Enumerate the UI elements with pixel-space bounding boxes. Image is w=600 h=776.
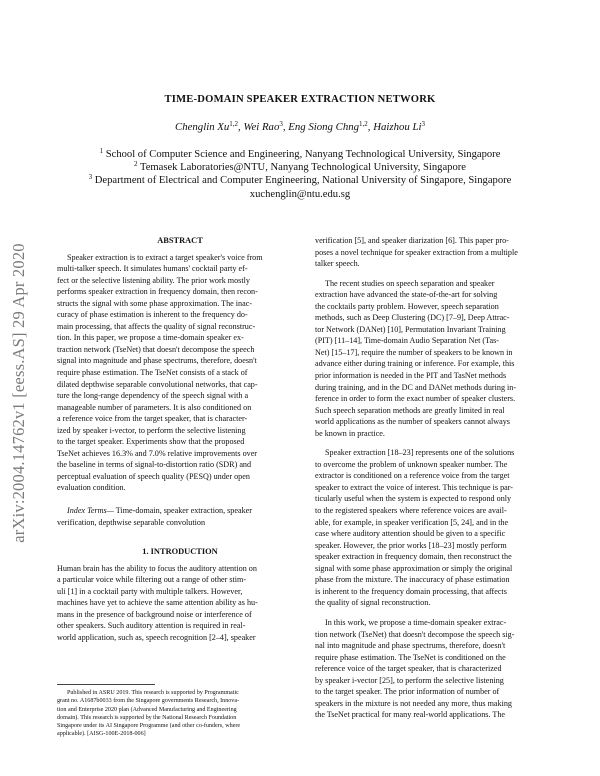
text-line: able, for example, in speaker verification [5, 24], and in the [315,517,509,527]
text-line: grant no. A1687b0033 from the Singapore governments Research, Innova- [57,698,240,705]
author-affiliation-mark: 1,2 [229,120,239,128]
author-name: Wei Rao [243,121,280,133]
affiliation-line [0,148,600,161]
footnote-divider [57,684,155,685]
abstract-body [57,252,303,494]
text-line: verification [5], and speaker diarization [6]. This paper pro- [315,236,509,245]
text-line: Human brain has the ability to focus the auditory attention on [57,563,257,573]
text-line: the baseline in terms of signal-to-distortion ratio (SDR) and [57,460,252,470]
author-name: Chenglin Xu [175,121,230,133]
affiliation-mark: 1 [99,147,104,155]
text-line: ticularly useful when the system is expected to respond only [315,494,512,504]
text-line: methods, such as Deep Clustering (DC) [7–9], Deep Attrac- [315,313,510,323]
text-line: to the registered speakers where reference voices are avail- [315,506,507,516]
text-line: multi-talker speech. It simulates humans' cocktail party ef- [57,264,248,274]
text-line: tion. In this paper, we propose a time-domain speaker ex- [57,333,244,343]
text-line: world application, such as, speech recognition [2–4], speaker [57,632,256,642]
index-terms-line: verification, depthwise separable convolution [57,517,206,527]
text-line: Published in ASRU 2019. This research is supported by Programmatic [67,690,239,696]
text-line: poses a novel technique for speaker extraction from a multiple [315,247,518,257]
text-line: other speakers. Such auditory attention is required in real- [57,621,246,631]
text-line: fect or the selective listening ability. The prior work mostly [57,275,250,285]
text-line: to the target speaker. The prior information of number of [315,687,500,697]
text-line: a particular voice while filtering out a range of other stim- [57,575,247,585]
spacer [57,528,303,546]
right-paragraph-3 [315,447,559,609]
text-line: ized by speaker i-vector, to perform the selective listening [57,425,246,435]
text-line: reference voice of the target speaker, that is characterized [315,664,502,674]
text-line: to overcome the problem of unknown speaker number. The [315,459,508,469]
footnote-body [57,689,303,739]
introduction-body [57,563,303,644]
text-line: Such speech separation methods are greatly limited in real [315,405,505,415]
affiliation-mark: 3 [88,173,93,182]
text-line: machines have yet to achieve the same attention ability as hu- [57,598,258,608]
introduction-heading: 1. INTRODUCTION [142,547,218,557]
text-line: by speaker i-vector [25], to perform the selective listening [315,675,504,685]
text-line: domain). This research is supported by the National Research Foundation [57,714,237,721]
text-line: structs the signal with some phase approximation. The inac- [57,298,253,308]
author-email: xuchenglin@ntu.edu.sg [249,188,351,200]
right-paragraph-2 [315,278,559,440]
affiliations [0,148,600,201]
text-line: performs speaker extraction in frequency domain, then recon- [57,287,258,297]
author-affiliation-mark: 3 [421,120,425,128]
right-paragraph-4 [315,617,559,721]
text-line: perceptual evaluation of speech quality (PESQ) under open [57,471,250,481]
text-line: advance either during training or inference. For example, this [315,359,515,369]
abstract-heading: ABSTRACT [157,236,203,245]
text-line: signal into magnitude and phase spectrums, therefore, doesn't [57,356,257,366]
text-line: Speaker extraction is to extract a target speaker's voice from [67,252,263,262]
text-line: evaluation condition. [57,483,126,493]
affiliation-text: School of Computer Science and Engineering, Nanyang Technological University, Singapore [105,149,501,160]
text-line: during training, and in the DC and DANet methods during in- [315,382,517,392]
footnote [57,684,303,739]
text-line: nal into magnitude and phase spectrums, therefore, doesn't [315,641,506,651]
text-line: the TseNet practical for many real-world applications. The [315,710,505,720]
text-line: a reference voice from the target speaker, that is character- [57,414,248,424]
text-line: phase from the mixture. The inaccuracy of phase estimation [315,575,510,585]
text-line: traction network (TseNet) that doesn't decompose the speech [57,344,255,354]
text-line: uli [1] in a cocktail party with multiple talkers. However, [57,586,243,596]
affiliation-text: Temasek Laboratories@NTU, Nanyang Technological University, Singapore [139,162,466,174]
text-line: extraction have advanced the state-of-the-art for solving [315,290,498,300]
affiliation-line [0,174,600,187]
text-line: speaker to extract the voice of interest. This technique is par- [315,482,513,492]
author-name: Haizhou Li [373,121,422,133]
text-line: In this work, we propose a time-domain speaker extrac- [325,617,507,627]
affiliation-mark: 2 [134,160,138,169]
text-line: tor Network (DANet) [10], Permutation Invariant Training [315,324,506,334]
text-line: ture the long-range dependency of the speech signal with a [57,391,249,401]
text-line: extractor is conditioned on a reference voice from the target [315,471,510,481]
text-line: mans in the presence of background noise or interference of [57,609,252,619]
author-affiliation-mark: 1,2 [359,120,368,128]
text-line: main processing, that affects the quality of signal reconstruc- [57,321,256,331]
text-line: tion and Enterprise 2020 plan (Advanced Manufacturing and Engineering [57,706,237,713]
arxiv-identifier-text: arXiv:2004.14762v1 [eess.AS] 29 Apr 2020 [9,242,28,543]
text-line: prior information is needed in the PIT and TasNet methods [315,371,507,381]
text-line: curacy of phase estimation is inherent to the frequency do- [57,310,248,320]
index-terms-label: Index Terms— [67,506,114,516]
text-line: world applications as the number of speakers cannot always [315,417,510,427]
author-affiliation-mark: 3 [279,120,283,128]
arxiv-identifier [6,205,32,580]
text-line: ference in order to form the exact number of speaker clusters. [315,394,516,404]
right-paragraph-1 [315,235,559,270]
text-line: TseNet achieves 16.3% and 7.0% relative improvements over [57,448,258,458]
left-column [57,235,303,644]
spacer [57,494,303,505]
text-line: be known in practice. [315,428,385,438]
author-list: Chenglin Xu$^{1,2}$, Wei Rao$^3$, Eng Siong Chng$^{1,2}$, Haizhou Li$^3$ [175,120,425,133]
text-line: Net) [15–17], require the number of speakers to be known in [315,347,513,357]
text-line: Speaker extraction [18–23] represents one of the solutions [325,448,515,458]
affiliation-text: Department of Electrical and Computer Engineering, National University of Singapore, Singapore [94,175,512,187]
text-line: is inherent to the frequency domain processing, that affects [315,586,507,596]
text-line: applicable). [AISG-100E-2018-006] [57,731,146,738]
text-line: require phase estimation. The TseNet consists of a stack of [57,368,248,378]
text-line: dilated depthwise separable convolutional networks, that cap- [57,379,258,389]
text-line: speakers in the mixture is not needed any more, thus making [315,698,512,708]
text-line: Singapore under its AI Singapore Programme (and other co-funders, where [57,723,241,730]
paper-title: TIME-DOMAIN SPEAKER EXTRACTION NETWORK [164,94,436,105]
text-line: signal with some phase approximation or simply the original [315,563,513,573]
text-line: the cocktails party problem. However, speech separation [315,301,499,311]
text-line: require phase estimation. The TseNet is conditioned on the [315,652,506,662]
text-line: manageable number of parameters. It is also conditioned on [57,402,252,412]
right-column [315,235,559,721]
text-line: to the target speaker. Experiments show that the proposed [57,437,245,447]
text-line: talker speech. [315,259,360,269]
text-line: case where auditory attention should be given to a specific [315,529,506,539]
text-line: The recent studies on speech separation and speaker [325,278,495,288]
text-line: speaker extraction in frequency domain, then reconstruct the [315,552,512,562]
text-line: the quality of signal reconstruction. [315,598,431,608]
text-line: (PIT) [11–14], Time-domain Audio Separation Net (Tas- [315,336,499,346]
text-line: speaker. However, the prior works [18–23] mostly perform [315,540,507,550]
author-name: Eng Siong Chng [288,121,360,133]
index-terms-line [57,505,303,517]
text-line: tion network (TseNet) that doesn't decompose the speech sig- [315,629,515,639]
index-terms-text: Time-domain, speaker extraction, speaker [113,506,252,516]
index-terms [57,505,303,528]
